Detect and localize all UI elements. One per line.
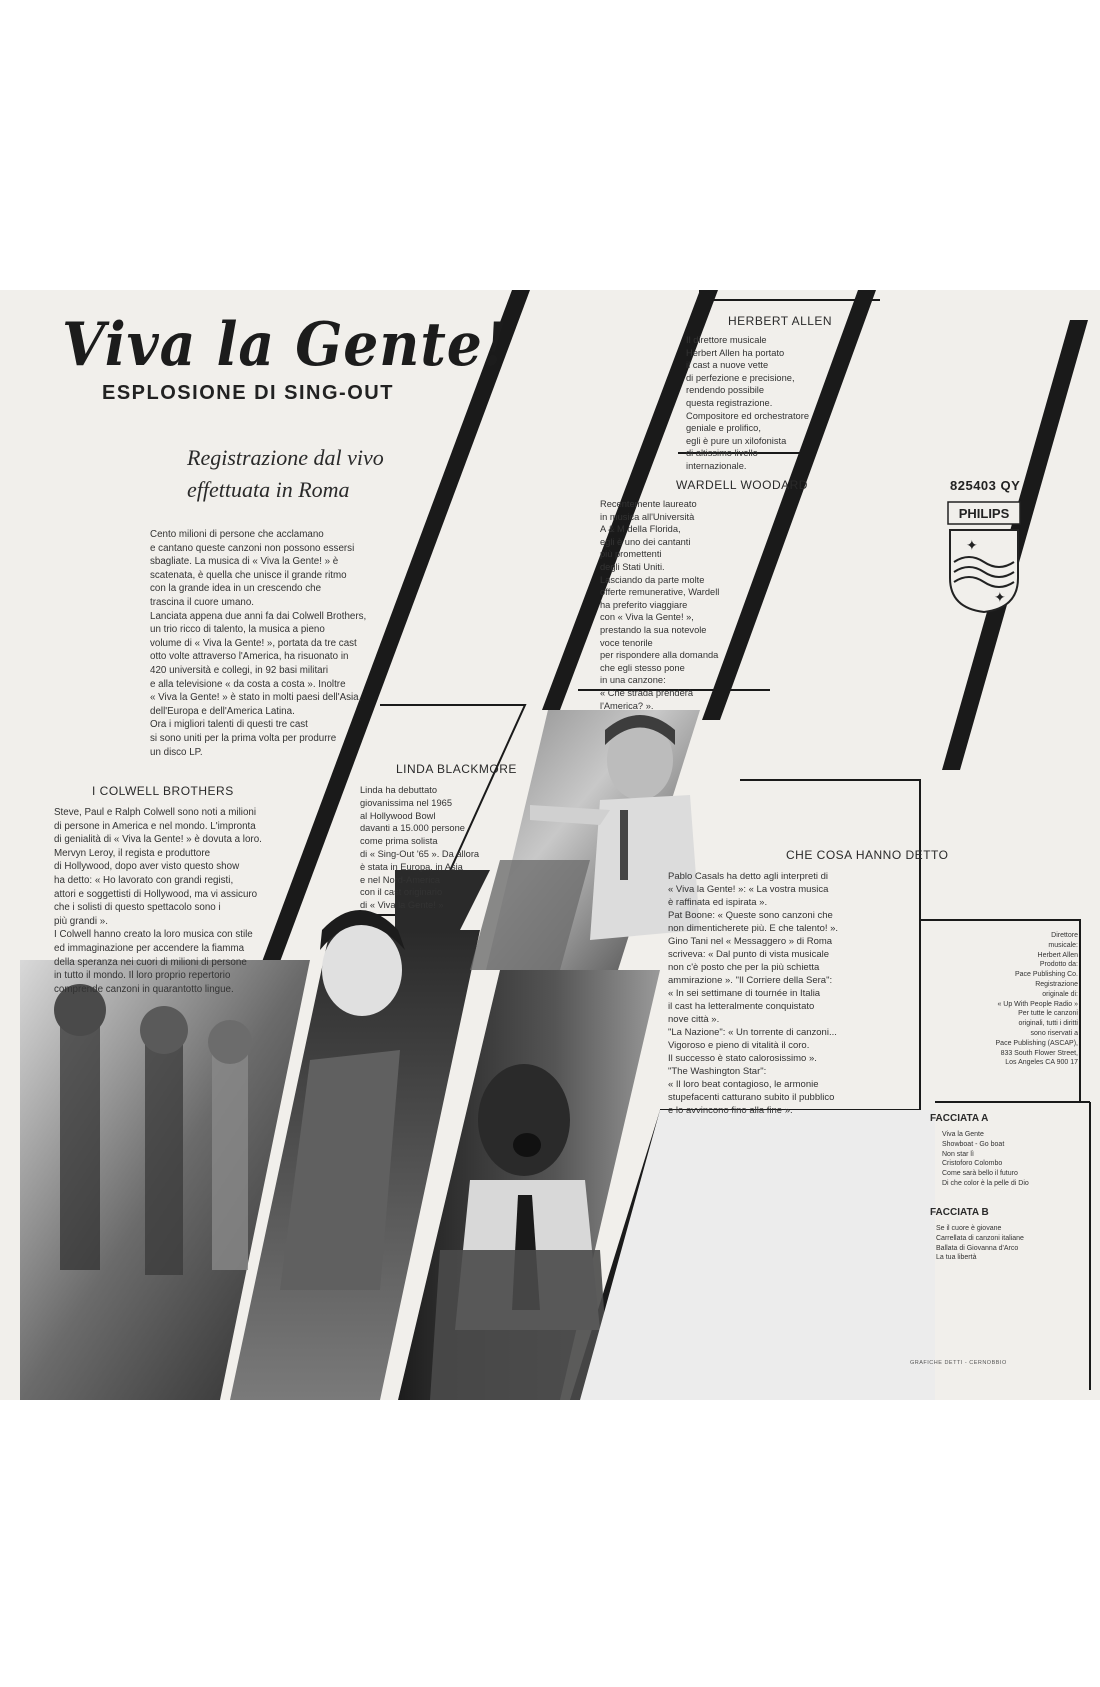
- linda-text: Linda ha debuttato giovanissima nel 1965 al Hollywood Bowl davanti a 15.000 persone come prima solista di « Sing-Out '65 ». Da allora è stata in Europa, in Asia e nel Nord-America con il cast originario di « Viva la Gente! »: [360, 785, 480, 911]
- catalog-number: 825403 QY: [950, 478, 1021, 493]
- side-b-tracklist: Se il cuore è giovane Carrellata di canzoni italiane Ballata di Giovanna d'Arco La tua libertà: [936, 1225, 1024, 1262]
- quotes-text: Pablo Casals ha detto agli interpreti di « Viva la Gente! »: « La vostra musica è raffinata ed ispirata ». Pat Boone: « Queste sono canzoni che non dimenticherete più. E che talento! ». Gino Tani nel « Messaggero » di Roma scriveva: « Dal punto di vista musicale non c'è posto che per la più schietta ammirazione ». "Il Corriere della Sera": « In sei settimane di tournée in Italia il cast ha letteralmente conquistato nove città ». "La Nazione": « Un torrente di canzoni... Vigoroso e pieno di vitalità il coro. Il successo è stato calorosissimo ». "The Washington Star": « Il loro beat contagioso, le armonie stupefacenti catturano subito il pubblico e lo avvincono fino alla fine ».: [668, 871, 839, 1116]
- colwell-heading: I COLWELL BROTHERS: [92, 784, 234, 798]
- side-a-tracklist: Viva la Gente Showboat - Go boat Non star lì Cristoforo Colombo Come sarà bello il futuro Di che color è la pelle di Dio: [942, 1131, 1029, 1187]
- herbert-heading: HERBERT ALLEN: [728, 314, 833, 328]
- svg-text:✦: ✦: [994, 589, 1006, 605]
- svg-text:✦: ✦: [966, 537, 978, 553]
- philips-logo: [944, 500, 1024, 615]
- quotes-heading: CHE COSA HANNO DETTO: [786, 848, 949, 862]
- colwell-text: Steve, Paul e Ralph Colwell sono noti a milioni di persone in America e nel mondo. L'impronta di genialità di « Viva la Gente! » è dovuta a loro. Mervyn Leroy, il regista e produttore di Hollywood, dopo aver visto questo show ha detto: « Ho lavorato con grandi registi, attori e soggettisti di Hollywood, ma vi assicuro che i solisti di questo spettacolo sono i più grandi ». I Colwell hanno creato la loro musica con stile ed immaginazione per accendere la fiamma della speranza nei cuori di milioni di persone in tutto il mondo. Il loro proprio repertorio comprende canzoni in quarantotto lingue.: [54, 807, 262, 995]
- recording-tagline: Registrazione dal vivo effettuata in Roma: [187, 445, 384, 502]
- printer-imprint: GRAFICHE DETTI - CERNOBBIO: [910, 1360, 1007, 1366]
- wardell-text: Recentemente laureato in musica all'Università A & M della Florida, egli è uno dei cantanti più promettenti degli Stati Uniti. Lasciando da parte molte offerte remunerative, Wardell ha preferito viaggiare con « Viva la Gente! », prestando la sua notevole voce tenorile per rispondere alla domanda che egli stesso pone in una canzone: « Che strada prenderà l'America? ».: [600, 499, 720, 711]
- album-subtitle: ESPLOSIONE DI SING-OUT: [102, 382, 394, 404]
- wardell-heading: WARDELL WOODARD: [676, 478, 808, 492]
- intro-paragraph: Cento milioni di persone che acclamano e cantano queste canzoni non possono essersi sbagliate. La musica di « Viva la Gente! » è scatenata, è quella che unisce il grande ritmo con la grande idea in un crescendo che trascina il cuore umano. Lanciata appena due anni fa dai Colwell Brothers, un trio ricco di talento, la musica a pieno volume di « Viva la Gente! », portata da tre cast otto volte attraverso l'America, ha risuonato in 420 università e collegi, in 92 basi militari e alla televisione « da costa a costa ». Inoltre « Viva la Gente! » è stato in molti paesi dell'Asia, dell'Europa e dell'America Latina. Ora i migliori talenti di questi tre cast si sono uniti per la prima volta per produrre un disco LP.: [150, 529, 367, 758]
- side-a-heading: FACCIATA A: [930, 1113, 989, 1124]
- production-credits: Direttore musicale: Herbert Allen Prodotto da: Pace Publishing Co. Registrazione originale di: « Up With People Radio » Per tutte le canzoni originali, tutti i diritti sono riservati a Pace Publishing (ASCAP), 833 South Flower Street, Los Angeles CA 900 17: [995, 932, 1078, 1067]
- tracklist-panel: [580, 1110, 935, 1400]
- album-back-cover: [0, 290, 1100, 1400]
- album-title: Viva la Gente!: [62, 310, 508, 380]
- linda-heading: LINDA BLACKMORE: [396, 762, 517, 776]
- philips-wordmark: PHILIPS: [958, 506, 1010, 521]
- herbert-text: Il direttore musicale Herbert Allen ha portato il cast a nuove vette di perfezione e precisione, rendendo possibile questa registrazione. Compositore ed orchestratore geniale e prolifico, egli è pure un xilofonista di altissimo livello internazionale.: [686, 335, 809, 471]
- side-b-heading: FACCIATA B: [930, 1207, 989, 1218]
